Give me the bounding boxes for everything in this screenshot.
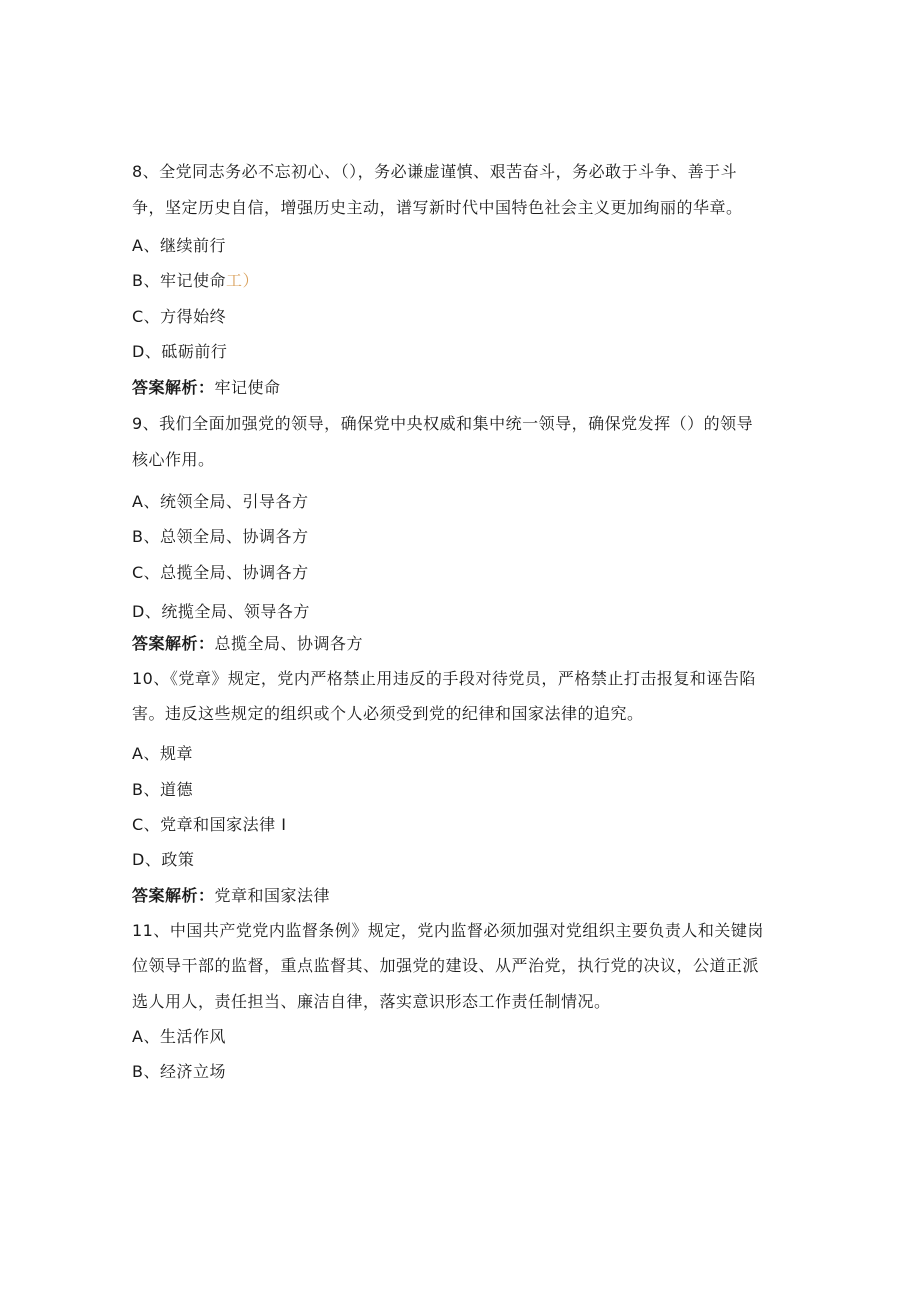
question-10-option-b: B、道德: [132, 780, 193, 799]
question-8-stem-line-1: 8、全党同志务必不忘初心、（），务必谦虚谨慎、艰苦奋斗，务必敢于斗争、善于斗: [132, 162, 738, 181]
question-8-option-b-mark: 工）: [225, 271, 259, 290]
question-11-stem-line-3: 选人用人，责任担当、廉洁自律，落实意识形态工作责任制情况。: [132, 992, 611, 1011]
question-8-answer: [132, 378, 792, 398]
question-9-option-a: A、统领全局、引导各方: [132, 492, 309, 511]
question-9-option-c: C、总揽全局、协调各方: [132, 563, 309, 582]
question-8-option-a: A、继续前行: [132, 236, 226, 255]
question-8-option-b-text: B、牢记使命: [132, 271, 226, 290]
question-11-stem-line-2: 位领导干部的监督，重点监督其、加强党的建设、从严治党，执行党的决议，公道正派: [132, 956, 760, 975]
question-9-option-b: B、总领全局、协调各方: [132, 527, 309, 546]
question-10-option-c: C、党章和国家法律 I: [132, 815, 287, 834]
answer-value: 牢记使命: [214, 378, 281, 397]
question-9-stem-line-2: 核心作用。: [132, 450, 215, 469]
answer-label: 答案解析：: [132, 634, 215, 653]
question-10-option-d: D、政策: [132, 850, 195, 869]
question-10-option-a: A、规章: [132, 744, 193, 763]
question-11-option-b: B、经济立场: [132, 1062, 226, 1081]
answer-label: 答案解析：: [132, 378, 215, 397]
question-9-stem-line-1: 9、我们全面加强党的领导，确保党中央权威和集中统一领导，确保党发挥（）的领导: [132, 414, 754, 433]
answer-label: 答案解析：: [132, 886, 215, 905]
question-10-answer: [132, 886, 792, 906]
question-10-stem-line-2: 害。违反这些规定的组织或个人必须受到党的纪律和国家法律的追究。: [132, 704, 644, 723]
question-11-stem-line-1: 11、中国共产党党内监督条例》规定，党内监督必须加强对党组织主要负责人和关键岗: [132, 921, 764, 940]
question-8-option-c: C、方得始终: [132, 307, 227, 326]
question-8-option-b: [132, 271, 792, 291]
question-10-stem-line-1: 10、《党章》规定，党内严格禁止用违反的手段对待党员，严格禁止打击报复和诬告陷: [132, 669, 756, 688]
question-8-stem-line-2: 争，坚定历史自信，增强历史主动，谱写新时代中国特色社会主义更加绚丽的华章。: [132, 198, 743, 217]
question-8-option-d: D、砥砺前行: [132, 342, 228, 361]
question-9-answer: [132, 634, 792, 654]
answer-value: 党章和国家法律: [214, 886, 331, 905]
answer-value: 总揽全局、协调各方: [214, 634, 364, 653]
question-11-option-a: A、生活作风: [132, 1027, 226, 1046]
question-9-option-d: D、统揽全局、领导各方: [132, 602, 310, 621]
